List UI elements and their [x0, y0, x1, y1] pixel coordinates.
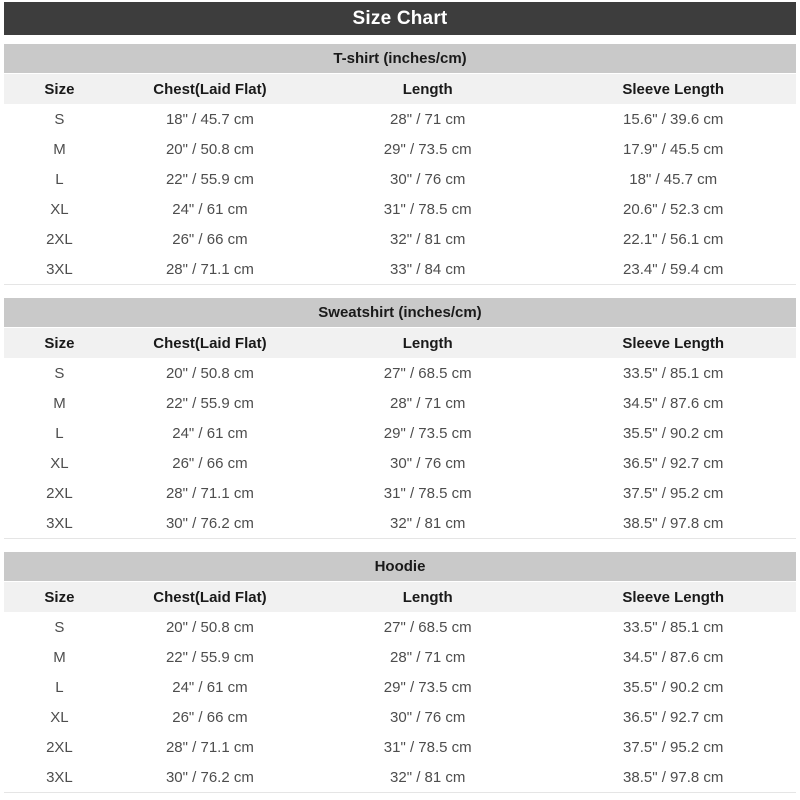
table-row — [4, 612, 796, 642]
cell-sleeve: 37.5" / 95.2 cm — [550, 732, 796, 762]
column-header: Length — [402, 80, 453, 98]
cell-size: L — [4, 672, 115, 702]
cell-size: S — [4, 104, 115, 134]
cell-chest: 26" / 66 cm — [115, 448, 305, 478]
cell-sleeve: 20.6" / 52.3 cm — [550, 194, 796, 224]
table-row — [4, 104, 796, 134]
column-header: Sleeve Length — [622, 80, 725, 98]
table-row — [4, 508, 796, 539]
cell-length: 30" / 76 cm — [305, 448, 551, 478]
cell-size: 2XL — [4, 732, 115, 762]
cell-sleeve: 22.1" / 56.1 cm — [550, 224, 796, 254]
cell-chest: 22" / 55.9 cm — [115, 164, 305, 194]
cell-chest: 20" / 50.8 cm — [115, 612, 305, 642]
cell-size: L — [4, 164, 115, 194]
cell-length: 32" / 81 cm — [305, 762, 551, 793]
cell-size: XL — [4, 194, 115, 224]
cell-length: 27" / 68.5 cm — [305, 358, 551, 388]
cell-chest: 28" / 71.1 cm — [115, 478, 305, 508]
table-row — [4, 418, 796, 448]
cell-sleeve: 23.4" / 59.4 cm — [550, 254, 796, 285]
table-title: Sweatshirt (inches/cm) — [4, 298, 796, 327]
cell-size: XL — [4, 702, 115, 732]
table-row — [4, 254, 796, 285]
cell-sleeve: 36.5" / 92.7 cm — [550, 702, 796, 732]
cell-length: 30" / 76 cm — [305, 164, 551, 194]
cell-chest: 30" / 76.2 cm — [115, 508, 305, 539]
column-header-row — [4, 582, 796, 612]
column-header: Sleeve Length — [622, 588, 725, 606]
cell-length: 28" / 71 cm — [305, 388, 551, 418]
cell-size: S — [4, 612, 115, 642]
cell-sleeve: 33.5" / 85.1 cm — [550, 612, 796, 642]
column-header: Chest(Laid Flat) — [153, 80, 267, 98]
cell-chest: 20" / 50.8 cm — [115, 134, 305, 164]
cell-size: 3XL — [4, 254, 115, 285]
cell-sleeve: 37.5" / 95.2 cm — [550, 478, 796, 508]
size-table — [4, 74, 796, 285]
table-title: Hoodie — [4, 552, 796, 581]
cell-length: 31" / 78.5 cm — [305, 732, 551, 762]
table-row — [4, 672, 796, 702]
cell-sleeve: 18" / 45.7 cm — [550, 164, 796, 194]
column-header: Length — [402, 588, 453, 606]
table-row — [4, 642, 796, 672]
cell-length: 31" / 78.5 cm — [305, 194, 551, 224]
column-header: Size — [44, 80, 75, 98]
cell-sleeve: 15.6" / 39.6 cm — [550, 104, 796, 134]
cell-size: M — [4, 388, 115, 418]
size-table-section-sweatshirt — [4, 298, 796, 539]
cell-length: 32" / 81 cm — [305, 508, 551, 539]
column-header: Size — [44, 588, 75, 606]
cell-length: 28" / 71 cm — [305, 642, 551, 672]
cell-size: L — [4, 418, 115, 448]
table-row — [4, 224, 796, 254]
cell-chest: 22" / 55.9 cm — [115, 388, 305, 418]
cell-size: 3XL — [4, 508, 115, 539]
cell-size: 3XL — [4, 762, 115, 793]
cell-size: M — [4, 134, 115, 164]
cell-size: 2XL — [4, 224, 115, 254]
cell-size: XL — [4, 448, 115, 478]
size-table-section-hoodie — [4, 552, 796, 793]
cell-chest: 18" / 45.7 cm — [115, 104, 305, 134]
cell-sleeve: 34.5" / 87.6 cm — [550, 642, 796, 672]
column-header-row — [4, 328, 796, 358]
cell-sleeve: 35.5" / 90.2 cm — [550, 418, 796, 448]
column-header: Size — [44, 334, 75, 352]
cell-chest: 24" / 61 cm — [115, 672, 305, 702]
cell-length: 29" / 73.5 cm — [305, 672, 551, 702]
column-header: Chest(Laid Flat) — [153, 334, 267, 352]
table-row — [4, 478, 796, 508]
column-header-row — [4, 74, 796, 104]
cell-chest: 26" / 66 cm — [115, 224, 305, 254]
cell-chest: 22" / 55.9 cm — [115, 642, 305, 672]
cell-chest: 24" / 61 cm — [115, 418, 305, 448]
column-header: Length — [402, 334, 453, 352]
size-table — [4, 582, 796, 793]
table-row — [4, 358, 796, 388]
cell-size: 2XL — [4, 478, 115, 508]
table-row — [4, 134, 796, 164]
cell-sleeve: 38.5" / 97.8 cm — [550, 508, 796, 539]
cell-size: S — [4, 358, 115, 388]
cell-length: 32" / 81 cm — [305, 224, 551, 254]
cell-chest: 28" / 71.1 cm — [115, 732, 305, 762]
cell-sleeve: 36.5" / 92.7 cm — [550, 448, 796, 478]
cell-length: 33" / 84 cm — [305, 254, 551, 285]
cell-sleeve: 17.9" / 45.5 cm — [550, 134, 796, 164]
table-row — [4, 732, 796, 762]
table-row — [4, 702, 796, 732]
table-title: T-shirt (inches/cm) — [4, 44, 796, 73]
table-row — [4, 194, 796, 224]
cell-chest: 24" / 61 cm — [115, 194, 305, 224]
cell-chest: 26" / 66 cm — [115, 702, 305, 732]
cell-chest: 28" / 71.1 cm — [115, 254, 305, 285]
cell-length: 30" / 76 cm — [305, 702, 551, 732]
column-header: Chest(Laid Flat) — [153, 588, 267, 606]
cell-size: M — [4, 642, 115, 672]
table-row — [4, 388, 796, 418]
cell-sleeve: 34.5" / 87.6 cm — [550, 388, 796, 418]
table-row — [4, 164, 796, 194]
cell-length: 28" / 71 cm — [305, 104, 551, 134]
cell-sleeve: 33.5" / 85.1 cm — [550, 358, 796, 388]
cell-chest: 30" / 76.2 cm — [115, 762, 305, 793]
cell-length: 27" / 68.5 cm — [305, 612, 551, 642]
cell-length: 29" / 73.5 cm — [305, 134, 551, 164]
cell-sleeve: 38.5" / 97.8 cm — [550, 762, 796, 793]
size-tables-container — [4, 44, 796, 793]
cell-sleeve: 35.5" / 90.2 cm — [550, 672, 796, 702]
cell-length: 31" / 78.5 cm — [305, 478, 551, 508]
cell-length: 29" / 73.5 cm — [305, 418, 551, 448]
table-row — [4, 762, 796, 793]
cell-chest: 20" / 50.8 cm — [115, 358, 305, 388]
table-row — [4, 448, 796, 478]
column-header: Sleeve Length — [622, 334, 725, 352]
size-table — [4, 328, 796, 539]
size-table-section-tshirt — [4, 44, 796, 285]
page-title: Size Chart — [4, 2, 796, 35]
